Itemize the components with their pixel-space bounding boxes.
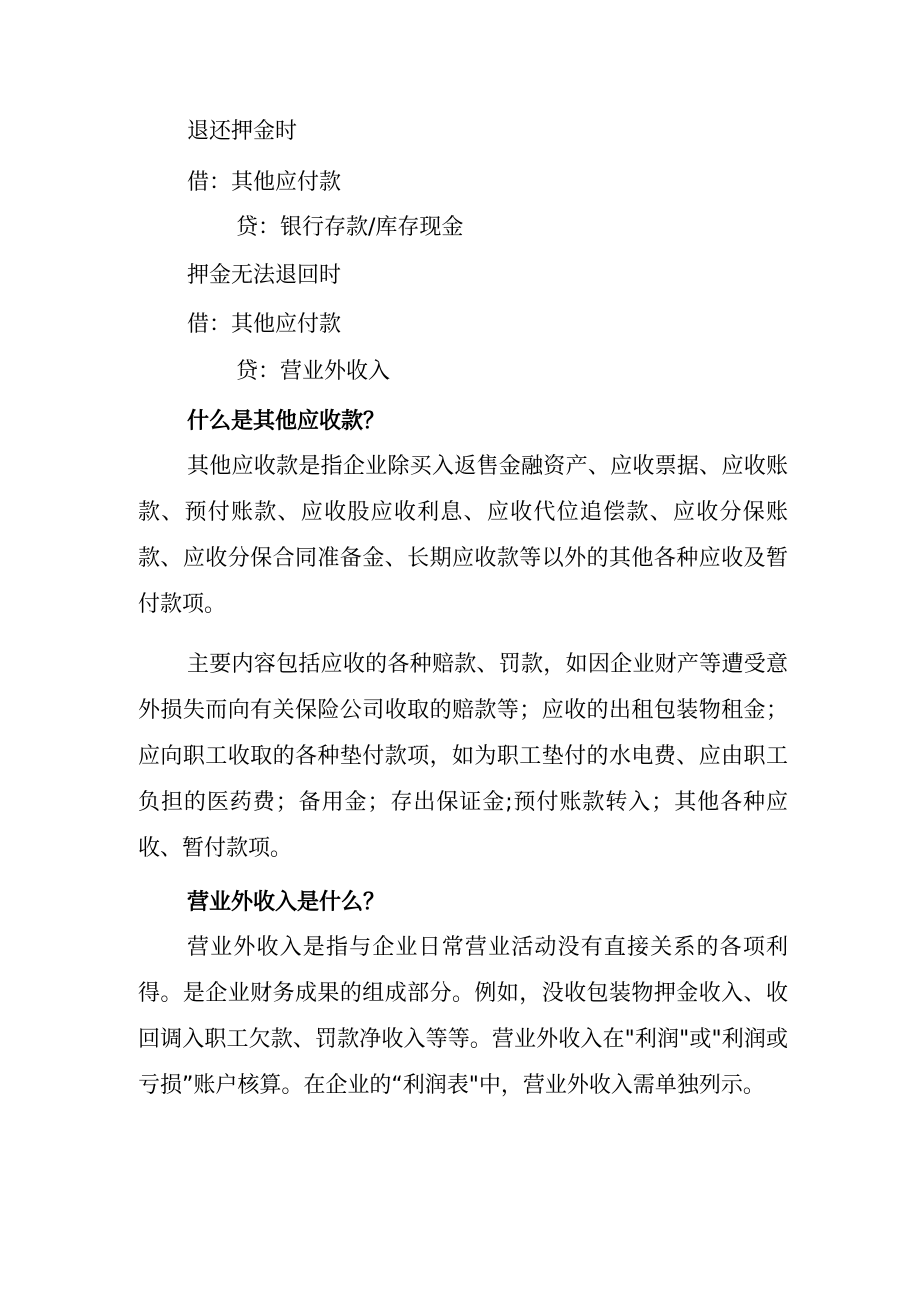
section-heading-non-operating-income: 营业外收入是什么？ — [187, 890, 386, 915]
refund-heading: 退还押金时 — [187, 119, 298, 144]
refund-debit-entry: 借：其他应付款 — [187, 170, 342, 195]
paragraph-other-receivables-contents: 主要内容包括应收的各种赔款、罚款，如因企业财产等遭受意外损失而向有关保险公司收取的赔款等；应收的出租包装物租金；应向职工收取的各种垫付款项，如为职工垫付的水电费、应由职工负担的医药费；备用金；存出保证金;预付账款转入；其他各种应收、暂付款项。 — [138, 652, 788, 861]
forfeit-credit-entry: 贷：营业外收入 — [236, 359, 391, 384]
section-heading-other-receivables: 什么是其他应收款？ — [187, 409, 386, 434]
paragraph-non-operating-income: 营业外收入是指与企业日常营业活动没有直接关系的各项利得。是企业财务成果的组成部分。例如，没收包装物押金收入、收回调入职工欠款、罚款净收入等等。营业外收入在"利润"或"利润或亏损”账户核算。在企业的“利润表"中，营业外收入需单独列示。 — [138, 935, 788, 1098]
forfeit-debit-entry: 借：其他应付款 — [187, 312, 342, 337]
paragraph-other-receivables-definition: 其他应收款是指企业除买入返售金融资产、应收票据、应收账款、预付账款、应收股应收利息、应收代位追偿款、应收分保账款、应收分保合同准备金、长期应收款等以外的其他各种应收及暂付款项。 — [138, 454, 788, 617]
refund-credit-entry: 贷：银行存款/库存现金 — [236, 215, 464, 240]
forfeit-heading: 押金无法退回时 — [187, 263, 342, 288]
